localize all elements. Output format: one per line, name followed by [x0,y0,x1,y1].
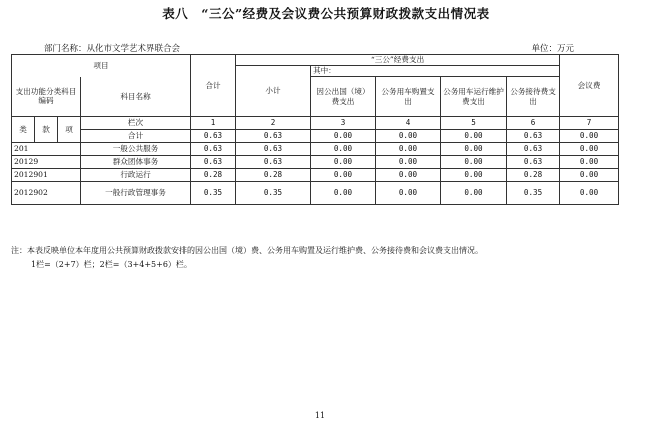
row-code: 201 [12,143,81,156]
header-xiang: 项 [58,117,81,143]
col-number: 2 [236,117,311,130]
document-title: 表八 “三公”经费及会议费公共预算财政拨款支出情况表 [162,6,490,21]
header-meeting: 会议费 [560,55,619,117]
cell-value: 0.00 [311,130,376,143]
cell-value: 0.00 [441,156,507,169]
cell-value: 0.00 [441,143,507,156]
row-name: 一般公共服务 [81,143,191,156]
cell-value: 0.63 [236,130,311,143]
row-code: 2012901 [12,169,81,182]
header-project: 项目 [12,55,191,77]
cell-value: 0.00 [311,182,376,205]
table-row [12,156,619,169]
cell-value: 0.35 [191,182,236,205]
col-number: 5 [441,117,507,130]
cell-value: 0.00 [560,182,619,205]
header-of-which: 其中： [311,66,560,77]
cell-value: 0.00 [311,143,376,156]
page-number: 11 [314,411,326,420]
header-abroad: 因公出国（境）费支出 [311,77,376,117]
cell-value: 0.00 [560,169,619,182]
cell-value: 0.00 [376,130,441,143]
header-kuan: 款 [35,117,58,143]
cell-value: 0.63 [191,143,236,156]
table-row [12,143,619,156]
cell-value: 0.00 [441,130,507,143]
unit-label: 单位：万元 [531,44,574,54]
cell-value: 0.00 [376,182,441,205]
cell-value: 0.00 [376,143,441,156]
department-name: 部门名称：从化市文学艺术界联合会 [44,44,181,54]
header-vehicle-operation: 公务用车运行维护费支出 [441,77,507,117]
cell-value: 0.00 [560,130,619,143]
row-name: 行政运行 [81,169,191,182]
cell-value: 0.00 [560,143,619,156]
cell-value: 0.63 [191,130,236,143]
cell-value: 0.00 [311,169,376,182]
cell-value: 0.00 [376,156,441,169]
col-number: 7 [560,117,619,130]
cell-value: 0.63 [507,130,560,143]
cell-value: 0.63 [236,143,311,156]
cell-value: 0.00 [441,182,507,205]
table-row [12,182,619,205]
header-func-code: 支出功能分类科目编码 [12,77,81,117]
cell-value: 0.00 [441,169,507,182]
cell-value: 0.63 [191,156,236,169]
footnote [11,244,483,272]
header-subtotal: 小计 [236,66,311,117]
header-vehicle-purchase: 公务用车购置支出 [376,77,441,117]
cell-value: 0.63 [507,143,560,156]
header-subject-name: 科目名称 [81,77,191,117]
row-name: 群众团体事务 [81,156,191,169]
header-total: 合计 [191,55,236,117]
expenditure-table [11,54,619,205]
cell-value: 0.28 [507,169,560,182]
table-row [12,169,619,182]
cell-value: 0.28 [191,169,236,182]
col-number: 1 [191,117,236,130]
cell-value: 0.63 [507,156,560,169]
header-sangong: “三公”经费支出 [236,55,560,66]
header-lei: 类 [12,117,35,143]
row-name: 一般行政管理事务 [81,182,191,205]
footnote-line-1: 注：本表反映单位本年度用公共预算财政拨款安排的因公出国（境）费、公务用车购置及运行维护费、公务接待费和会议费支出情况。 [11,246,483,255]
cell-value: 0.00 [376,169,441,182]
header-lanci: 栏次 [81,117,191,130]
header-reception: 公务接待费支出 [507,77,560,117]
cell-value: 0.35 [507,182,560,205]
row-code: 2012902 [12,182,81,205]
row-name: 合计 [81,130,191,143]
cell-value: 0.00 [311,156,376,169]
col-number: 3 [311,117,376,130]
cell-value: 0.63 [236,156,311,169]
col-number: 6 [507,117,560,130]
cell-value: 0.28 [236,169,311,182]
table-row [12,130,619,143]
cell-value: 0.35 [236,182,311,205]
footnote-line-2: 1栏=（2+7）栏；2栏=（3+4+5+6）栏。 [31,260,192,269]
col-number: 4 [376,117,441,130]
cell-value: 0.00 [560,156,619,169]
row-code: 20129 [12,156,81,169]
